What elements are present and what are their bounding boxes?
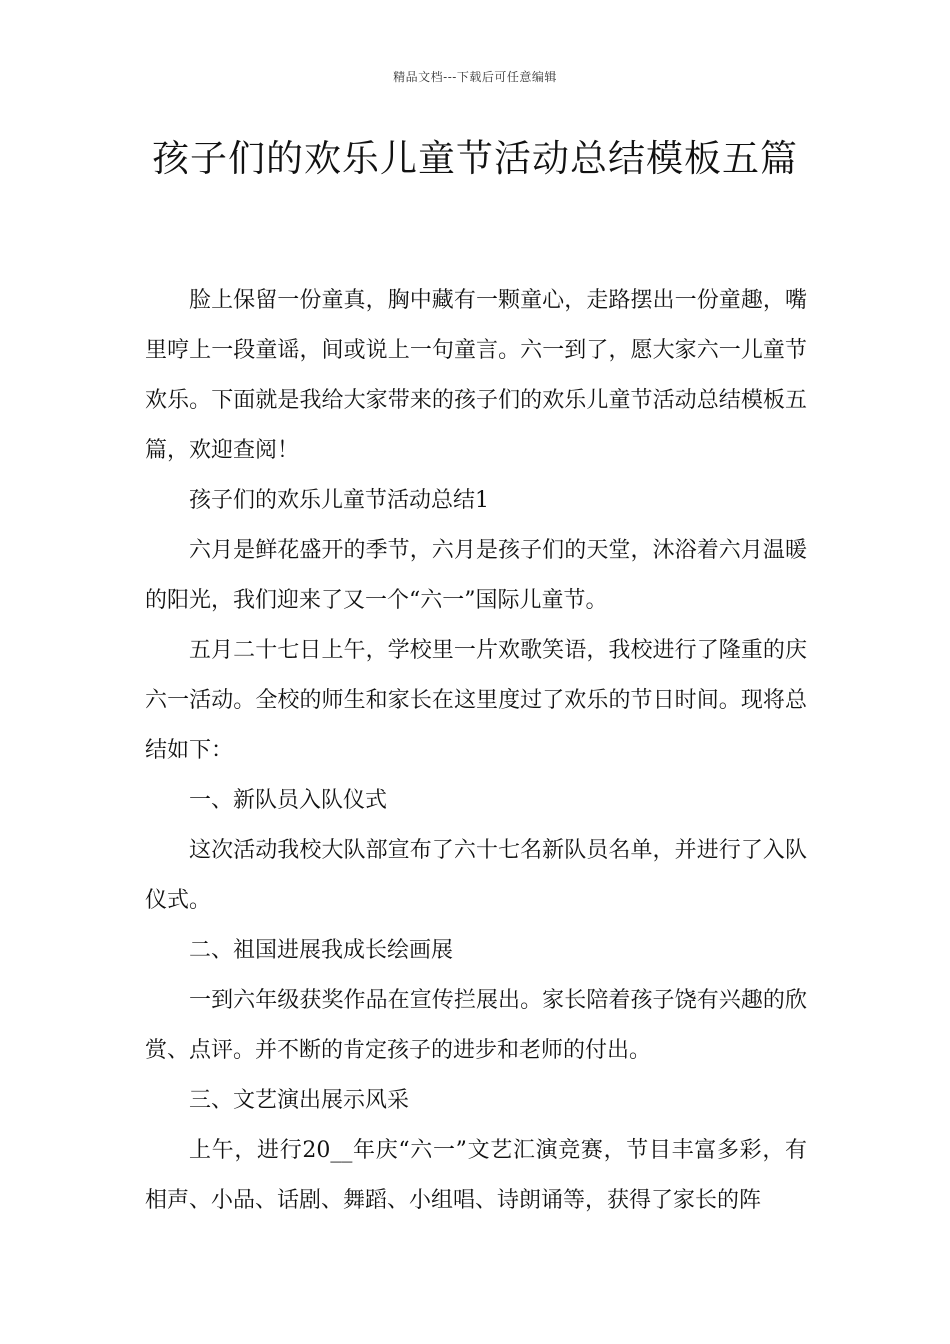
document-title: 孩子们的欢乐儿童节活动总结模板五篇 [152, 137, 798, 180]
intro-paragraph: 脸上保留一份童真，胸中藏有一颗童心，走路摆出一份童趣，嘴里哼上一段童谣，间或说上一句童言。六一到了，愿大家六一儿童节欢乐。下面就是我给大家带来的孩子们的欢乐儿童节活动总结模板五篇，欢迎查阅！ [145, 288, 807, 463]
body-paragraph: 五月二十七日上午，学校里一片欢歌笑语，我校进行了隆重的庆六一活动。全校的师生和家长在这里度过了欢乐的节日时间。现将总结如下： [145, 638, 807, 763]
header-note: 精品文档---下载后可任意编辑 [393, 70, 557, 84]
document-body [145, 276, 807, 1226]
subheading-performance: 三、文艺演出展示风采 [189, 1088, 410, 1113]
body-paragraph: 这次活动我校大队部宣布了六十七名新队员名单，并进行了入队仪式。 [145, 838, 807, 913]
body-paragraph: 六月是鲜花盛开的季节，六月是孩子们的天堂，沐浴着六月温暖的阳光，我们迎来了又一个“六一”国际儿童节。 [145, 538, 807, 613]
subheading-new-members: 一、新队员入队仪式 [189, 788, 388, 813]
subheading-painting-exhibition: 二、祖国进展我成长绘画展 [189, 938, 454, 963]
body-paragraph: 上午，进行20__年庆“六一”文艺汇演竞赛，节目丰富多彩，有相声、小品、话剧、舞蹈、小组唱、诗朗诵等，获得了家长的阵 [145, 1138, 807, 1213]
section-heading-summary-1: 孩子们的欢乐儿童节活动总结1 [189, 488, 489, 513]
body-paragraph: 一到六年级获奖作品在宣传拦展出。家长陪着孩子饶有兴趣的欣赏、点评。并不断的肯定孩子的进步和老师的付出。 [145, 988, 807, 1063]
